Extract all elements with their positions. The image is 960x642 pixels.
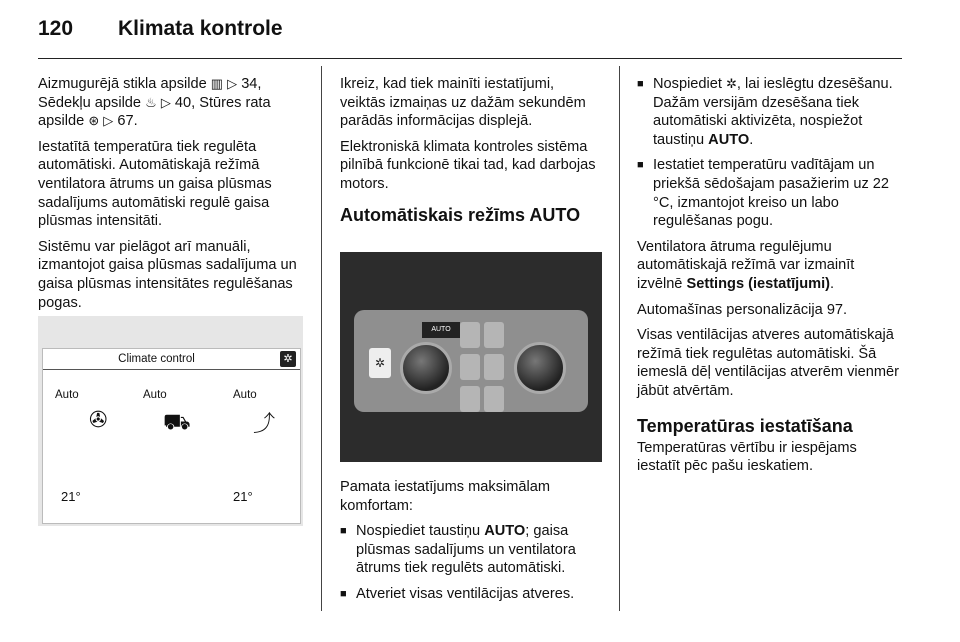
seat-heat-icon: ♨ — [145, 94, 157, 110]
ac-gear-icon: ✲ — [369, 348, 391, 378]
screen-display — [42, 348, 301, 524]
section-heading-temperature: Temperatūras iestatīšana — [637, 415, 853, 436]
paragraph: Automašīnas personalizācija 97. — [637, 301, 848, 318]
paragraph: Elektroniskā klimata kontroles sistēma pilnībā funkcionē tikai tad, kad darbojas motors. — [340, 138, 596, 192]
left-temperature-knob — [400, 342, 452, 394]
column-2 — [340, 75, 602, 234]
climate-control-screen-figure — [38, 316, 303, 526]
panel-button — [484, 386, 504, 412]
arrow-ref-icon: ▷ — [103, 113, 114, 129]
settings-icon: ✲ — [280, 351, 296, 367]
screen-title: Climate control — [118, 353, 195, 365]
paragraph: Ikreiz, kad tiek mainīti iestatījumi, veiktās izmaiņas uz dažām sekundēm parādās informācijas displejā. — [340, 76, 586, 130]
column-divider-2 — [619, 66, 620, 611]
arrow-ref-icon: ▷ — [227, 76, 238, 91]
paragraph: Iestatītā temperatūra tiek regulēta automātiski. Automātiskajā režīmā ventilatora ātrums un gaisa plūsmas sadalījums automātiski regulē gaisa plūsmas intensitāti. — [38, 138, 272, 230]
panel-button — [460, 322, 480, 348]
control-panel-photo — [340, 252, 602, 462]
right-temperature-knob — [514, 342, 566, 394]
panel-button — [460, 386, 480, 412]
column-1 — [38, 75, 304, 319]
column-divider-1 — [321, 66, 322, 611]
temperature-left: 21° — [61, 489, 81, 504]
distribution-auto-label: Auto — [143, 389, 167, 401]
list-item: ■ Iestatiet temperatūru vadītājam un priekšā sēdošajam pasažierim uz 22 °C, izmantojot kreiso un labo regulēšanas pogu. — [637, 156, 903, 230]
list-item: ■ Nospiediet taustiņu AUTO; gaisa plūsmas sadalījums un ventilatora ātrums tiek regulēts automātiski. — [340, 522, 602, 578]
control-panel — [354, 310, 588, 412]
paragraph: Ventilatora ātruma regulējumu automātiskajā režīmā var izmainīt izvēlnē Settings (iestatījumi). — [637, 238, 855, 292]
panel-button — [484, 354, 504, 380]
rear-window-heat-icon: ▥ — [210, 76, 224, 91]
snowflake-icon: ✲ — [726, 76, 737, 91]
auto-button: AUTO — [422, 322, 460, 338]
paragraph: Sistēmu var pielāgot arī manuāli, izmantojot gaisa plūsmas sadalījuma un gaisa plūsmas intensitātes regulēšanas pogas. — [38, 238, 297, 311]
paragraph: Aizmugurējā stikla apsilde ▥ ▷ 34, Sēdekļu apsilde ♨ ▷ 40, Stūres rata apsilde ⊛ ▷ 67. — [38, 76, 271, 130]
paragraph: Temperatūras vērtību ir iespējams iestatīt pēc pašu ieskatiem. — [637, 439, 857, 475]
list-item: ■ Atveriet visas ventilācijas atveres. — [340, 585, 602, 604]
car-airflow-icon: ⛟ — [163, 409, 191, 434]
header-rule — [38, 58, 902, 59]
fan-auto-label: Auto — [55, 389, 79, 401]
page-number: 120 — [38, 17, 74, 40]
column-3 — [637, 75, 903, 483]
section-heading-auto: Automātiskais režīms AUTO — [340, 204, 581, 225]
panel-button — [460, 354, 480, 380]
seat-airflow-icon: ⤴ — [253, 411, 276, 436]
screen-divider — [43, 369, 300, 370]
steering-wheel-heat-icon: ⊛ — [88, 113, 100, 129]
paragraph: Visas ventilācijas atveres automātiskajā režīmā tiek regulētas automātiski. Šā iemeslā dēļ ventilācijas atverēm vienmēr jābūt atvērtām. — [637, 327, 899, 399]
seat-auto-label: Auto — [233, 389, 257, 401]
list-item: ■ Nospiediet ✲, lai ieslēgtu dzesēšanu. Dažām versijām dzesēšana tiek automātiski aktivizēta, nospiežot taustiņu AUTO. — [637, 75, 903, 149]
arrow-ref-icon: ▷ — [160, 94, 171, 110]
fan-speed-icon: ✇ — [89, 407, 108, 432]
paragraph: Pamata iestatījums maksimālam komfortam: — [340, 479, 551, 514]
panel-button — [484, 322, 504, 348]
page-header — [38, 14, 283, 44]
column-2-lower — [340, 478, 602, 611]
page-title: Klimata kontrole — [118, 17, 283, 40]
temperature-right: 21° — [233, 489, 253, 504]
